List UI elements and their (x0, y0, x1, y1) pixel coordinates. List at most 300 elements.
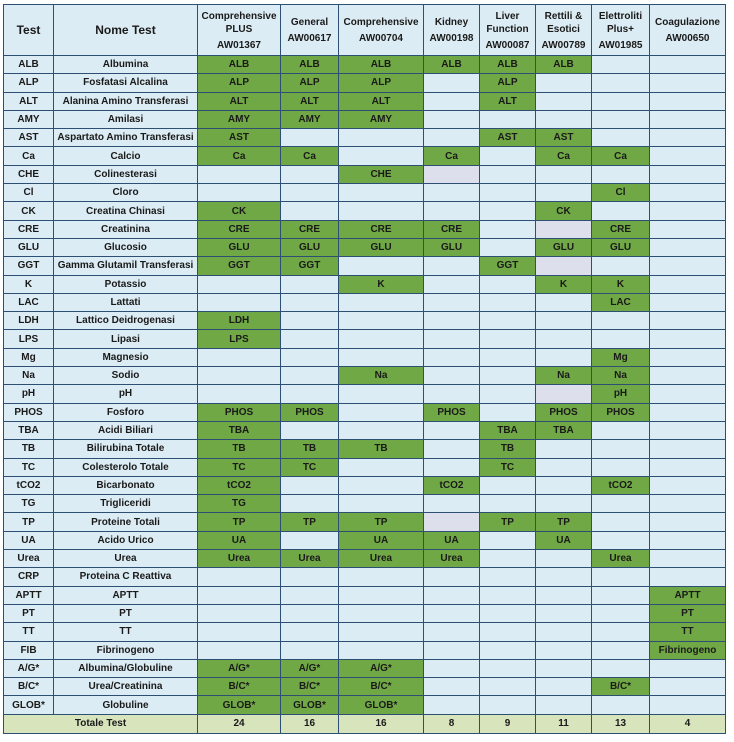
panel-empty-cell (480, 220, 536, 238)
panel-empty-cell (424, 659, 480, 677)
panel-empty-cell (424, 92, 480, 110)
panel-included-cell: UA (536, 531, 592, 549)
panel-included-cell: TG (198, 495, 281, 513)
panel-empty-cell (650, 165, 726, 183)
panel-included-cell: GGT (198, 257, 281, 275)
panel-empty-cell (592, 440, 650, 458)
panel-empty-cell (592, 129, 650, 147)
panel-empty-cell (424, 421, 480, 439)
panel-empty-cell (536, 440, 592, 458)
panel-included-cell: PHOS (198, 403, 281, 421)
panel-empty-cell (281, 586, 339, 604)
panel-empty-cell (650, 110, 726, 128)
panel-empty-cell (480, 184, 536, 202)
panel-empty-cell (592, 586, 650, 604)
panel-included-cell: ALT (339, 92, 424, 110)
test-name-cell: Proteina C Reattiva (54, 568, 198, 586)
panel-empty-cell (198, 568, 281, 586)
table-row (4, 550, 726, 568)
table-row (4, 623, 726, 641)
panel-included-cell: ALB (480, 56, 536, 74)
test-name-cell: pH (54, 385, 198, 403)
panel-empty-cell (480, 385, 536, 403)
total-value: 11 (536, 714, 592, 733)
panel-included-cell: GLOB* (339, 696, 424, 714)
panel-empty-cell (480, 696, 536, 714)
table-row (4, 74, 726, 92)
panel-empty-cell (424, 330, 480, 348)
panel-included-cell: ALT (281, 92, 339, 110)
panel-empty-cell (536, 586, 592, 604)
panel-empty-cell (339, 586, 424, 604)
test-code-cell: ALP (4, 74, 54, 92)
panel-empty-cell (424, 696, 480, 714)
total-value: 24 (198, 714, 281, 733)
panel-empty-cell (281, 275, 339, 293)
col-header-panel (281, 5, 339, 56)
test-code-cell: LAC (4, 293, 54, 311)
panel-included-cell: K (592, 275, 650, 293)
table-row (4, 184, 726, 202)
panel-included-cell: TC (281, 458, 339, 476)
panel-empty-cell (424, 440, 480, 458)
test-code-cell: B/C* (4, 678, 54, 696)
panel-included-cell: TP (281, 513, 339, 531)
panel-empty-cell (198, 367, 281, 385)
panel-included-cell: tCO2 (592, 476, 650, 494)
panel-empty-cell (339, 641, 424, 659)
panel-included-cell: tCO2 (424, 476, 480, 494)
panel-empty-cell (592, 257, 650, 275)
table-row (4, 257, 726, 275)
test-name-cell: APTT (54, 586, 198, 604)
table-row (4, 129, 726, 147)
test-code-cell: TG (4, 495, 54, 513)
panel-included-cell: Na (536, 367, 592, 385)
panel-included-cell: CRE (424, 220, 480, 238)
col-header-panel (339, 5, 424, 56)
panel-empty-cell (339, 476, 424, 494)
panel-included-cell: APTT (650, 586, 726, 604)
panel-empty-cell (339, 129, 424, 147)
panel-included-cell: K (536, 275, 592, 293)
panel-empty-cell (592, 495, 650, 513)
panel-included-cell: CRE (281, 220, 339, 238)
col-header-test: Test (4, 5, 54, 56)
panel-empty-cell (339, 604, 424, 622)
total-value: 8 (424, 714, 480, 733)
table-row (4, 476, 726, 494)
panel-empty-cell (424, 202, 480, 220)
panel-included-cell: GLU (198, 238, 281, 256)
panel-empty-cell (339, 623, 424, 641)
test-code-cell: LDH (4, 312, 54, 330)
panel-empty-cell (281, 312, 339, 330)
test-name-cell: Colinesterasi (54, 165, 198, 183)
panel-name: General (290, 17, 329, 28)
test-code-cell: TB (4, 440, 54, 458)
panel-included-cell: GLOB* (198, 696, 281, 714)
panel-empty-cell (536, 220, 592, 238)
panel-included-cell: Urea (339, 550, 424, 568)
panel-included-cell: TP (339, 513, 424, 531)
panel-empty-cell (536, 165, 592, 183)
total-value: 9 (480, 714, 536, 733)
panel-empty-cell (650, 659, 726, 677)
panel-included-cell: tCO2 (198, 476, 281, 494)
panel-empty-cell (424, 367, 480, 385)
test-name-cell: Calcio (54, 147, 198, 165)
col-header-panel (424, 5, 480, 56)
total-value: 4 (650, 714, 726, 733)
panel-included-cell: Na (339, 367, 424, 385)
panel-empty-cell (480, 568, 536, 586)
panel-included-cell: Na (592, 367, 650, 385)
panel-empty-cell (536, 110, 592, 128)
header-row (4, 5, 726, 56)
panel-empty-cell (198, 348, 281, 366)
panel-empty-cell (281, 293, 339, 311)
panel-empty-cell (536, 641, 592, 659)
panel-empty-cell (424, 165, 480, 183)
test-name-cell: Urea/Creatinina (54, 678, 198, 696)
test-name-cell: Fosforo (54, 403, 198, 421)
panel-empty-cell (424, 495, 480, 513)
panel-empty-cell (424, 586, 480, 604)
table-body (4, 56, 726, 715)
table-row (4, 440, 726, 458)
panel-empty-cell (198, 586, 281, 604)
panel-included-cell: CK (198, 202, 281, 220)
panel-included-cell: Ca (536, 147, 592, 165)
panel-empty-cell (592, 74, 650, 92)
panel-included-cell: PHOS (281, 403, 339, 421)
panel-empty-cell (536, 568, 592, 586)
test-name-cell: Bicarbonato (54, 476, 198, 494)
panel-included-cell: TB (480, 440, 536, 458)
panel-empty-cell (536, 659, 592, 677)
panel-empty-cell (650, 293, 726, 311)
panel-empty-cell (339, 385, 424, 403)
panel-empty-cell (536, 348, 592, 366)
panel-included-cell: AST (480, 129, 536, 147)
table-row (4, 110, 726, 128)
table-row (4, 92, 726, 110)
panel-empty-cell (281, 165, 339, 183)
panel-included-cell: PHOS (424, 403, 480, 421)
panel-included-cell: GGT (281, 257, 339, 275)
panel-empty-cell (650, 257, 726, 275)
panel-empty-cell (424, 678, 480, 696)
panel-empty-cell (650, 330, 726, 348)
panel-empty-cell (480, 550, 536, 568)
test-code-cell: PHOS (4, 403, 54, 421)
test-code-cell: A/G* (4, 659, 54, 677)
panel-empty-cell (592, 458, 650, 476)
test-name-cell: Urea (54, 550, 198, 568)
panel-empty-cell (650, 568, 726, 586)
test-code-cell: GGT (4, 257, 54, 275)
panel-included-cell: ALT (480, 92, 536, 110)
panel-empty-cell (650, 421, 726, 439)
panel-empty-cell (480, 659, 536, 677)
panel-empty-cell (424, 348, 480, 366)
test-code-cell: ALB (4, 56, 54, 74)
panel-empty-cell (281, 604, 339, 622)
panel-included-cell: B/C* (198, 678, 281, 696)
panel-empty-cell (592, 568, 650, 586)
test-name-cell: Creatina Chinasi (54, 202, 198, 220)
col-header-panel (536, 5, 592, 56)
test-name-cell: Bilirubina Totale (54, 440, 198, 458)
table-row (4, 330, 726, 348)
test-code-cell: CK (4, 202, 54, 220)
col-header-panel (480, 5, 536, 56)
panel-empty-cell (536, 92, 592, 110)
test-name-cell: Sodio (54, 367, 198, 385)
panel-included-cell: AST (536, 129, 592, 147)
table-row (4, 641, 726, 659)
panel-empty-cell (650, 56, 726, 74)
table-row (4, 56, 726, 74)
panel-empty-cell (536, 385, 592, 403)
table-row (4, 293, 726, 311)
panel-code: AW00789 (541, 39, 586, 51)
panel-included-cell: TP (536, 513, 592, 531)
panel-included-cell: ALP (281, 74, 339, 92)
panel-empty-cell (592, 659, 650, 677)
test-name-cell: Cloro (54, 184, 198, 202)
panel-included-cell: Cl (592, 184, 650, 202)
panel-empty-cell (650, 184, 726, 202)
table-row (4, 659, 726, 677)
panel-empty-cell (536, 74, 592, 92)
panel-name: Comprehensive (343, 17, 419, 28)
table-row (4, 586, 726, 604)
test-name-cell: Albumina (54, 56, 198, 74)
panel-empty-cell (281, 623, 339, 641)
panel-included-cell: Ca (424, 147, 480, 165)
panel-empty-cell (424, 458, 480, 476)
panel-empty-cell (281, 421, 339, 439)
panel-empty-cell (650, 678, 726, 696)
panel-included-cell: ALB (536, 56, 592, 74)
panel-empty-cell (480, 165, 536, 183)
panel-included-cell: UA (198, 531, 281, 549)
panel-empty-cell (650, 367, 726, 385)
test-name-cell: Creatinina (54, 220, 198, 238)
panel-included-cell: B/C* (281, 678, 339, 696)
panel-included-cell: GLU (536, 238, 592, 256)
panel-empty-cell (480, 330, 536, 348)
panel-empty-cell (592, 330, 650, 348)
panel-empty-cell (592, 604, 650, 622)
panel-empty-cell (480, 623, 536, 641)
panel-empty-cell (480, 495, 536, 513)
panel-included-cell: GLOB* (281, 696, 339, 714)
panel-included-cell: TB (281, 440, 339, 458)
panel-included-cell: A/G* (281, 659, 339, 677)
test-code-cell: pH (4, 385, 54, 403)
panel-included-cell: pH (592, 385, 650, 403)
panel-code: AW01985 (598, 39, 643, 51)
panel-included-cell: TB (339, 440, 424, 458)
panel-empty-cell (480, 641, 536, 659)
test-code-cell: TP (4, 513, 54, 531)
panel-included-cell: A/G* (339, 659, 424, 677)
panel-empty-cell (339, 568, 424, 586)
panel-included-cell: Urea (424, 550, 480, 568)
panel-included-cell: Ca (198, 147, 281, 165)
panel-empty-cell (650, 348, 726, 366)
table-row (4, 165, 726, 183)
panel-included-cell: TBA (198, 421, 281, 439)
test-name-cell: Potassio (54, 275, 198, 293)
panel-included-cell: CK (536, 202, 592, 220)
test-name-cell: Globuline (54, 696, 198, 714)
panel-code: AW01367 (217, 39, 261, 51)
panel-empty-cell (650, 513, 726, 531)
panel-name: Kidney (434, 17, 469, 28)
table-row (4, 568, 726, 586)
panel-empty-cell (650, 440, 726, 458)
panel-empty-cell (281, 531, 339, 549)
test-code-cell: AST (4, 129, 54, 147)
test-code-cell: TT (4, 623, 54, 641)
panel-empty-cell (198, 165, 281, 183)
panel-empty-cell (592, 56, 650, 74)
panel-empty-cell (592, 531, 650, 549)
panel-empty-cell (536, 604, 592, 622)
test-code-cell: Na (4, 367, 54, 385)
panel-included-cell: TC (480, 458, 536, 476)
panel-empty-cell (339, 330, 424, 348)
panel-included-cell: Urea (198, 550, 281, 568)
panel-empty-cell (536, 257, 592, 275)
table-row (4, 147, 726, 165)
panel-empty-cell (339, 202, 424, 220)
panel-empty-cell (650, 458, 726, 476)
table-row (4, 348, 726, 366)
panel-included-cell: K (339, 275, 424, 293)
panel-empty-cell (424, 275, 480, 293)
panel-empty-cell (281, 202, 339, 220)
panel-name: Comprehensive PLUS (201, 10, 277, 35)
panel-included-cell: CRE (339, 220, 424, 238)
test-code-cell: GLU (4, 238, 54, 256)
panel-included-cell: CHE (339, 165, 424, 183)
panel-included-cell: TBA (480, 421, 536, 439)
panel-included-cell: PT (650, 604, 726, 622)
test-name-cell: Aspartato Amino Transferasi (54, 129, 198, 147)
test-code-cell: CRE (4, 220, 54, 238)
test-name-cell: Acido Urico (54, 531, 198, 549)
panel-empty-cell (650, 476, 726, 494)
totals-label: Totale Test (4, 714, 198, 733)
table-row (4, 275, 726, 293)
panel-empty-cell (339, 312, 424, 330)
panel-empty-cell (424, 293, 480, 311)
panel-included-cell: CRE (592, 220, 650, 238)
panel-empty-cell (424, 604, 480, 622)
panel-empty-cell (480, 348, 536, 366)
panel-empty-cell (536, 696, 592, 714)
test-name-cell: Alanina Amino Transferasi (54, 92, 198, 110)
test-name-cell: Lattico Deidrogenasi (54, 312, 198, 330)
test-name-cell: Lipasi (54, 330, 198, 348)
panel-included-cell: PHOS (536, 403, 592, 421)
panel-included-cell: B/C* (339, 678, 424, 696)
panel-included-cell: TT (650, 623, 726, 641)
panel-empty-cell (198, 275, 281, 293)
panel-empty-cell (536, 458, 592, 476)
test-panel-table (3, 4, 726, 734)
panel-empty-cell (650, 403, 726, 421)
panel-name: Rettili & Esotici (544, 10, 583, 35)
panel-included-cell: TB (198, 440, 281, 458)
panel-empty-cell (281, 641, 339, 659)
panel-empty-cell (480, 147, 536, 165)
panel-included-cell: CRE (198, 220, 281, 238)
test-code-cell: K (4, 275, 54, 293)
test-name-cell: Proteine Totali (54, 513, 198, 531)
panel-empty-cell (480, 604, 536, 622)
panel-empty-cell (424, 641, 480, 659)
panel-empty-cell (592, 202, 650, 220)
panel-empty-cell (480, 275, 536, 293)
test-name-cell: Amilasi (54, 110, 198, 128)
panel-empty-cell (536, 312, 592, 330)
test-name-cell: Magnesio (54, 348, 198, 366)
test-code-cell: Mg (4, 348, 54, 366)
panel-empty-cell (650, 531, 726, 549)
panel-empty-cell (650, 696, 726, 714)
test-name-cell: TT (54, 623, 198, 641)
panel-code: AW00198 (429, 33, 474, 44)
panel-empty-cell (198, 641, 281, 659)
panel-empty-cell (536, 495, 592, 513)
table-row (4, 403, 726, 421)
panel-empty-cell (592, 92, 650, 110)
total-value: 16 (339, 714, 424, 733)
test-code-cell: GLOB* (4, 696, 54, 714)
panel-included-cell: Urea (592, 550, 650, 568)
panel-empty-cell (650, 312, 726, 330)
panel-included-cell: ALP (339, 74, 424, 92)
panel-included-cell: Mg (592, 348, 650, 366)
panel-empty-cell (339, 293, 424, 311)
panel-included-cell: B/C* (592, 678, 650, 696)
panel-empty-cell (339, 403, 424, 421)
panel-code: AW00087 (485, 39, 530, 51)
panel-included-cell: AST (198, 129, 281, 147)
test-code-cell: tCO2 (4, 476, 54, 494)
panel-code: AW00704 (359, 33, 403, 44)
table-row (4, 367, 726, 385)
test-name-cell: Fosfatasi Alcalina (54, 74, 198, 92)
panel-included-cell: LPS (198, 330, 281, 348)
panel-empty-cell (281, 184, 339, 202)
panel-empty-cell (424, 385, 480, 403)
panel-empty-cell (592, 696, 650, 714)
panel-empty-cell (281, 476, 339, 494)
test-code-cell: PT (4, 604, 54, 622)
panel-empty-cell (650, 238, 726, 256)
col-header-panel (650, 5, 726, 56)
panel-included-cell: TP (198, 513, 281, 531)
panel-included-cell: Ca (592, 147, 650, 165)
test-code-cell: UA (4, 531, 54, 549)
